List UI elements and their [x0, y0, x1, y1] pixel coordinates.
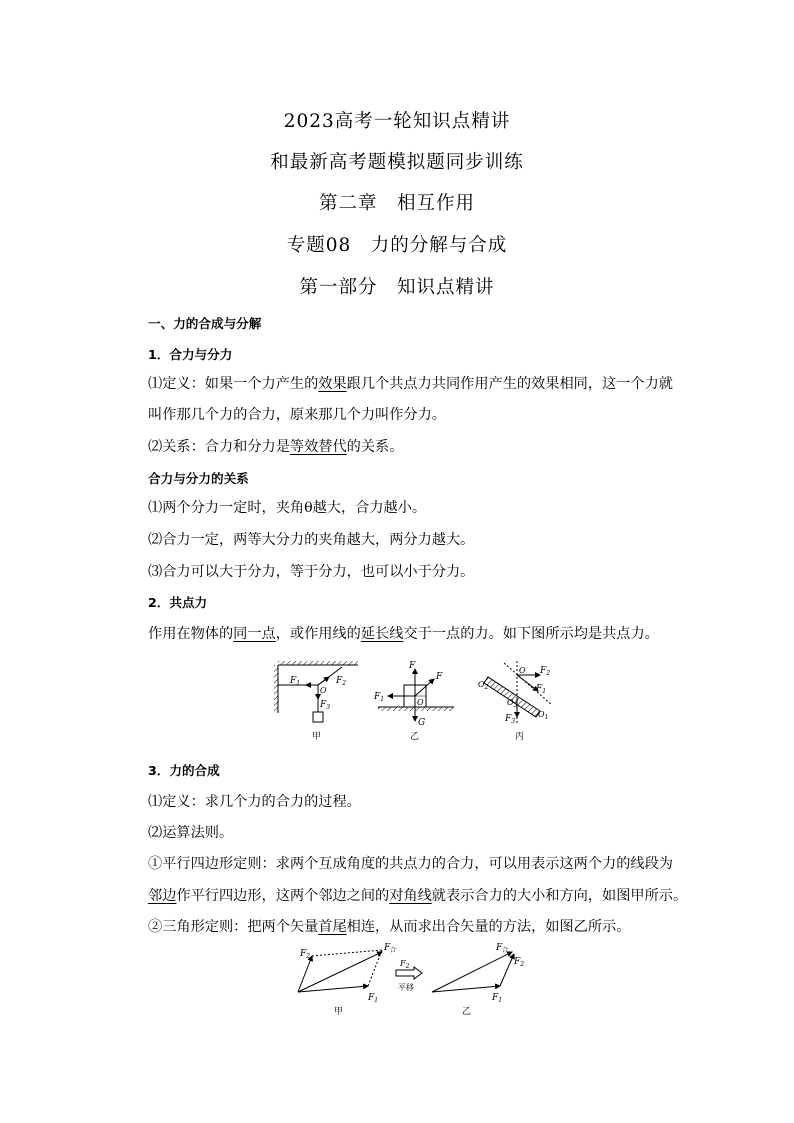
- svg-text:O3: $O_3$: [507, 698, 518, 709]
- caption-c: 丙: [515, 732, 525, 742]
- title-line-2: 和最新高考题模拟题同步训练: [270, 152, 524, 173]
- svg-text:F1: $F_1$: [374, 692, 385, 703]
- relation-heading: 合力与分力的关系: [148, 471, 249, 486]
- definition-line-2: 叫作那几个力的合力，原来那几个力叫作分力。: [148, 407, 446, 423]
- svg-text:F: F: [409, 661, 416, 671]
- title-line-1: 2023高考一轮知识点精讲: [283, 111, 511, 132]
- chapter-title: 第二章 相互作用: [318, 193, 475, 214]
- svg-text:F1: $F_1$: [290, 676, 301, 687]
- parallelogram-rule: ①平行四边形定则：求两个互成角度的共点力的合力，可以用表示这两个力的线段为: [148, 856, 673, 872]
- relation-item-2: ⑵合力一定，两等大分力的夹角越大，两分力越大。: [148, 532, 475, 548]
- composition-rules-figure: [292, 942, 532, 1020]
- part-title: 第一部分 知识点精讲: [299, 277, 495, 298]
- composition-definition: ⑴定义：求几个力的合力的过程。: [148, 794, 361, 810]
- svg-text:F3: $F_3$: [320, 700, 331, 711]
- figure-a-hanging-mass: [274, 661, 358, 742]
- subheading-concurrent: 2．共点力: [148, 595, 208, 610]
- figure-b-block-on-floor: [373, 661, 454, 742]
- svg-text:O: O: [320, 686, 327, 695]
- svg-text:F合: $F_合$: [384, 943, 397, 954]
- svg-text:F2: $F_2$: [336, 676, 347, 687]
- svg-text:G: G: [418, 718, 426, 728]
- svg-text:F1: $F_1$: [492, 993, 503, 1004]
- svg-text:F2: $F_2$: [540, 666, 551, 677]
- caption-a: 甲: [312, 732, 322, 742]
- section-heading: 一、力的合成与分解: [148, 316, 262, 331]
- triangle-rule: ②三角形定则：把两个矢量首尾相连，从而求出合矢量的方法，如图乙所示。: [148, 919, 631, 935]
- relation-paragraph: ⑵关系：合力和分力是等效替代的关系。: [148, 439, 404, 455]
- svg-text:平移: 平移: [398, 983, 414, 992]
- caption-b: 乙: [410, 732, 420, 742]
- relation-item-3: ⑶合力可以大于分力，等于分力，也可以小于分力。: [148, 564, 475, 580]
- svg-text:F3: $F_3$: [505, 714, 516, 725]
- svg-text:O: O: [417, 698, 424, 707]
- svg-text:O: O: [519, 666, 526, 675]
- subheading-resultant: 1．合力与分力: [148, 347, 233, 362]
- figure-parallelogram: [298, 943, 396, 1017]
- svg-text:F: F: [436, 672, 443, 682]
- topic-title: 专题08 力的分解与合成: [286, 235, 508, 256]
- svg-text:F2: $F_2$: [400, 959, 410, 970]
- svg-text:O2: $O_2$: [478, 680, 489, 691]
- composition-rules: ⑵运算法则。: [148, 825, 234, 841]
- caption-parallelogram: 甲: [334, 1007, 344, 1017]
- concurrent-forces-figure: [262, 655, 562, 747]
- relation-item-1: ⑴两个分力一定时，夹角θ越大，合力越小。: [148, 500, 427, 516]
- svg-text:F1: $F_1$: [368, 993, 379, 1004]
- figure-c-inclined-rod: [478, 661, 552, 742]
- svg-text:F合: $F_合$: [496, 943, 509, 954]
- figure-triangle: [432, 943, 524, 1017]
- svg-text:F2: $F_2$: [514, 957, 525, 968]
- svg-text:F2: $F_2$: [300, 949, 311, 960]
- svg-text:O1: $O_1$: [538, 710, 549, 721]
- parallelogram-rule-line-2: 邻边作平行四边形，这两个邻边之间的对角线就表示合力的大小和方向，如图甲所示。: [148, 888, 688, 904]
- concurrent-paragraph: 作用在物体的同一点，或作用线的延长线交于一点的力。如下图所示均是共点力。: [148, 626, 659, 642]
- definition-paragraph: ⑴定义：如果一个力产生的效果跟几个共点力共同作用产生的效果相同，这一个力就: [148, 376, 673, 392]
- shift-indicator: [396, 959, 422, 992]
- svg-text:F1: $F_1$: [536, 684, 547, 695]
- caption-triangle: 乙: [462, 1007, 472, 1017]
- subheading-composition: 3．力的合成: [148, 763, 220, 778]
